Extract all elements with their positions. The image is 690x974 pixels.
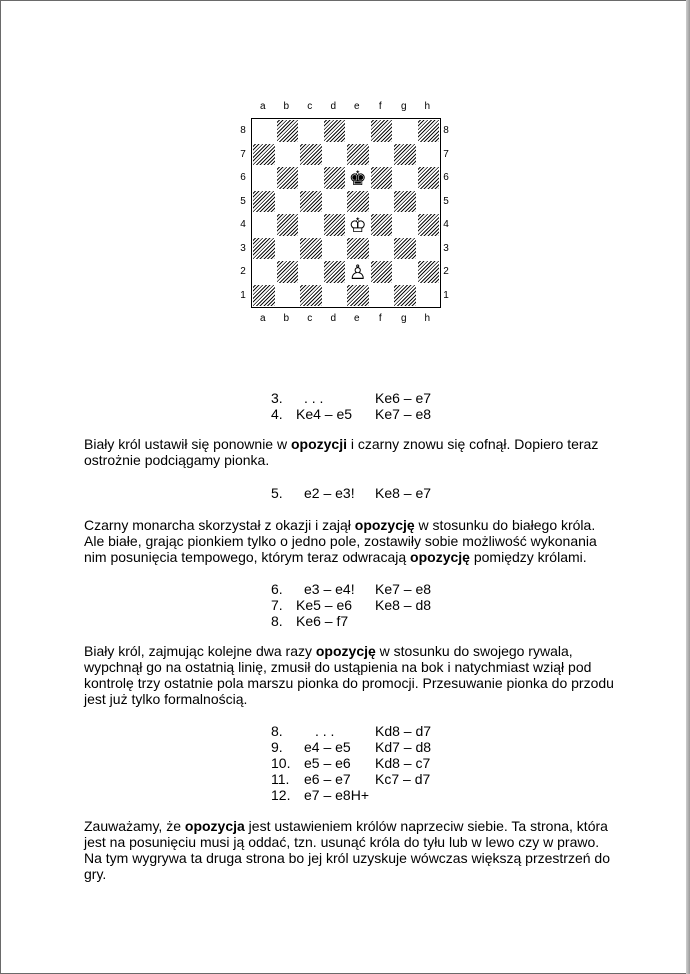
rank-label: 2 bbox=[443, 266, 449, 277]
square-e6 bbox=[346, 166, 370, 190]
white-move: e3 – e4! bbox=[304, 581, 355, 597]
square-a6 bbox=[252, 166, 276, 190]
rank-label: 1 bbox=[240, 289, 246, 301]
square-d6 bbox=[323, 166, 347, 190]
bold-term: opozycja bbox=[184, 818, 245, 834]
paragraph-2 bbox=[84, 517, 614, 565]
square-g7 bbox=[393, 143, 417, 167]
square-h3 bbox=[417, 237, 441, 261]
rank-label: 7 bbox=[443, 148, 449, 160]
square-b1 bbox=[276, 284, 300, 308]
file-label: f bbox=[378, 101, 382, 112]
file-label: e bbox=[353, 101, 360, 112]
move-row bbox=[271, 390, 471, 406]
paragraph-text: Zauważamy, że bbox=[84, 818, 185, 834]
file-label: c bbox=[307, 101, 313, 112]
paragraph-text: Biały król ustawił się ponownie w bbox=[84, 436, 291, 452]
file-label: a bbox=[259, 101, 266, 112]
square-a7 bbox=[252, 143, 276, 167]
chess-board bbox=[251, 118, 441, 308]
square-b6 bbox=[276, 166, 300, 190]
paragraph-text: Czarny monarcha skorzystał z okazji i zajął bbox=[84, 517, 355, 533]
file-label: c bbox=[307, 313, 313, 324]
black-move: Kc7 – d7 bbox=[375, 771, 431, 787]
paragraph-text: w stosunku do białego króla. Ale białe, grając pionkiem tylko o jedno pole, zostawiły sobie możliwość wykonania nim posunięcia tempowego, którym teraz odwracają bbox=[84, 517, 597, 565]
file-label: a bbox=[259, 313, 266, 324]
square-c8 bbox=[299, 119, 323, 143]
square-g1 bbox=[393, 284, 417, 308]
square-c1 bbox=[299, 284, 323, 308]
move-row bbox=[271, 613, 471, 629]
square-h2 bbox=[417, 260, 441, 284]
black-move: Ke8 – d8 bbox=[375, 597, 432, 613]
move-number: 6. bbox=[271, 581, 283, 597]
square-e1 bbox=[346, 284, 370, 308]
white-move: e7 – e8H+ bbox=[304, 787, 369, 803]
file-label: g bbox=[400, 101, 407, 112]
square-a3 bbox=[252, 237, 276, 261]
black-move: Kd8 – c7 bbox=[375, 755, 431, 771]
move-number: 12. bbox=[271, 787, 291, 803]
square-b2 bbox=[276, 260, 300, 284]
square-d1 bbox=[323, 284, 347, 308]
move-row bbox=[271, 739, 471, 755]
move-number: 11. bbox=[271, 771, 290, 787]
square-h5 bbox=[417, 190, 441, 214]
rank-label: 4 bbox=[443, 219, 449, 230]
square-b5 bbox=[276, 190, 300, 214]
paragraph-1 bbox=[84, 436, 614, 468]
rank-label: 2 bbox=[240, 266, 246, 277]
paragraph-text: jest ustawieniem królów naprzeciw siebie. Ta strona, która jest na posunięciu musi ją oddać, tzn. usunąć króla do tyłu lub w lewo czy w prawo. Na tym wygrywa ta druga strona bo jej król uzyskuje wówczas większą przestrzeń do gry. bbox=[84, 818, 610, 882]
square-a1 bbox=[252, 284, 276, 308]
file-label: d bbox=[330, 101, 337, 112]
square-f2 bbox=[370, 260, 394, 284]
file-label: e bbox=[353, 313, 360, 324]
square-h4 bbox=[417, 213, 441, 237]
square-e2 bbox=[346, 260, 370, 284]
black-move: Ke7 – e8 bbox=[375, 406, 432, 422]
rank-label: 5 bbox=[443, 195, 449, 207]
square-b7 bbox=[276, 143, 300, 167]
square-f3 bbox=[370, 237, 394, 261]
square-d5 bbox=[323, 190, 347, 214]
square-d2 bbox=[323, 260, 347, 284]
rank-label: 6 bbox=[240, 172, 246, 183]
white-move: e2 – e3! bbox=[304, 485, 355, 501]
black-move: Ke6 – e7 bbox=[375, 390, 432, 406]
square-h1 bbox=[417, 284, 441, 308]
square-h6 bbox=[417, 166, 441, 190]
square-e3 bbox=[346, 237, 370, 261]
file-label: b bbox=[283, 101, 290, 112]
black-move: Ke8 – e7 bbox=[375, 485, 432, 501]
paragraph-text: Biały król, zajmując kolejne dwa razy bbox=[84, 643, 316, 659]
square-c5 bbox=[299, 190, 323, 214]
square-f1 bbox=[370, 284, 394, 308]
rank-label: 6 bbox=[443, 172, 449, 183]
move-row bbox=[271, 597, 471, 613]
square-a2 bbox=[252, 260, 276, 284]
bold-term: opozycji bbox=[290, 436, 347, 452]
square-b4 bbox=[276, 213, 300, 237]
square-a5 bbox=[252, 190, 276, 214]
square-c7 bbox=[299, 143, 323, 167]
white-move: Ke4 – e5 bbox=[296, 406, 353, 422]
square-a4 bbox=[252, 213, 276, 237]
bold-term: opozycję bbox=[410, 549, 470, 565]
square-g4 bbox=[393, 213, 417, 237]
square-c4 bbox=[299, 213, 323, 237]
rank-label: 4 bbox=[240, 219, 246, 230]
move-row bbox=[271, 755, 471, 771]
file-label: d bbox=[330, 313, 337, 324]
square-f8 bbox=[370, 119, 394, 143]
file-labels-bottom bbox=[251, 313, 439, 325]
white-move: e5 – e6 bbox=[304, 755, 351, 771]
move-number: 5. bbox=[271, 485, 283, 501]
rank-label: 8 bbox=[443, 125, 449, 136]
white-move: Ke5 – e6 bbox=[296, 597, 353, 613]
moves-block-2 bbox=[271, 485, 471, 501]
paragraph-text: w stosunku do swojego rywala, wypchnął go na ostatnią linię, zmusił do ustąpienia na bok i natychmiast wziął pod kontrolę trzy ostatnie pola marszu pionka do promocji. Przesuwanie pionka do przodu jest już tylko formalnością. bbox=[84, 643, 614, 707]
rank-labels-right bbox=[440, 119, 452, 307]
move-number: 9. bbox=[271, 739, 283, 755]
square-f7 bbox=[370, 143, 394, 167]
move-row bbox=[271, 787, 471, 803]
file-label: h bbox=[424, 101, 431, 112]
rank-label: 7 bbox=[240, 148, 246, 160]
rank-label: 1 bbox=[443, 289, 449, 301]
moves-block-1 bbox=[271, 390, 471, 422]
white-move: e4 – e5 bbox=[304, 739, 351, 755]
white-move: . . . bbox=[304, 390, 324, 406]
white-move: Ke6 – f7 bbox=[296, 613, 349, 629]
square-d7 bbox=[323, 143, 347, 167]
square-g8 bbox=[393, 119, 417, 143]
move-row bbox=[271, 406, 471, 422]
bold-term: opozycję bbox=[354, 517, 415, 533]
black-move: Kd7 – d8 bbox=[375, 739, 432, 755]
paragraph-text: i czarny znowu się cofnął. Dopiero teraz ostrożnie podciągamy pionka. bbox=[84, 436, 599, 468]
rank-label: 5 bbox=[240, 195, 246, 207]
paragraph-4 bbox=[84, 818, 614, 882]
square-e4 bbox=[346, 213, 370, 237]
black-king-icon: ♚ bbox=[348, 165, 367, 190]
move-row bbox=[271, 485, 471, 501]
file-label: b bbox=[283, 313, 290, 324]
square-g5 bbox=[393, 190, 417, 214]
square-c2 bbox=[299, 260, 323, 284]
square-f5 bbox=[370, 190, 394, 214]
black-move: Kd8 – d7 bbox=[375, 723, 432, 739]
file-label: h bbox=[424, 313, 431, 324]
white-move: . . . bbox=[315, 723, 335, 739]
square-b3 bbox=[276, 237, 300, 261]
rank-label: 3 bbox=[240, 242, 246, 254]
square-f4 bbox=[370, 213, 394, 237]
square-c3 bbox=[299, 237, 323, 261]
square-g2 bbox=[393, 260, 417, 284]
move-number: 10. bbox=[271, 755, 291, 771]
move-number: 3. bbox=[271, 390, 283, 406]
moves-block-4 bbox=[271, 723, 471, 803]
file-labels-top bbox=[251, 101, 439, 113]
page-edge-shadow bbox=[686, 0, 690, 974]
rank-label: 3 bbox=[443, 242, 449, 254]
square-h7 bbox=[417, 143, 441, 167]
square-f6 bbox=[370, 166, 394, 190]
square-b8 bbox=[276, 119, 300, 143]
square-d3 bbox=[323, 237, 347, 261]
square-g6 bbox=[393, 166, 417, 190]
square-e7 bbox=[346, 143, 370, 167]
square-c6 bbox=[299, 166, 323, 190]
square-e5 bbox=[346, 190, 370, 214]
move-row bbox=[271, 581, 471, 597]
moves-block-3 bbox=[271, 581, 471, 629]
move-number: 7. bbox=[271, 597, 283, 613]
file-label: g bbox=[400, 313, 407, 324]
black-move: Ke7 – e8 bbox=[375, 581, 432, 597]
white-pawn-icon: ♙ bbox=[348, 259, 367, 284]
paragraph-3 bbox=[84, 643, 614, 707]
square-h8 bbox=[417, 119, 441, 143]
rank-labels-left bbox=[237, 119, 249, 307]
move-row bbox=[271, 723, 471, 739]
square-d8 bbox=[323, 119, 347, 143]
move-number: 8. bbox=[271, 723, 283, 739]
file-label: f bbox=[378, 313, 382, 324]
paragraph-text: pomiędzy królami. bbox=[469, 549, 587, 565]
square-g3 bbox=[393, 237, 417, 261]
square-a8 bbox=[252, 119, 276, 143]
move-row bbox=[271, 771, 471, 787]
move-number: 8. bbox=[271, 613, 283, 629]
rank-label: 8 bbox=[240, 125, 246, 136]
square-d4 bbox=[323, 213, 347, 237]
chess-diagram bbox=[237, 101, 457, 327]
bold-term: opozycję bbox=[315, 643, 376, 659]
square-e8 bbox=[346, 119, 370, 143]
white-king-icon: ♔ bbox=[348, 212, 367, 237]
white-move: e6 – e7 bbox=[304, 771, 351, 787]
move-number: 4. bbox=[271, 406, 283, 422]
